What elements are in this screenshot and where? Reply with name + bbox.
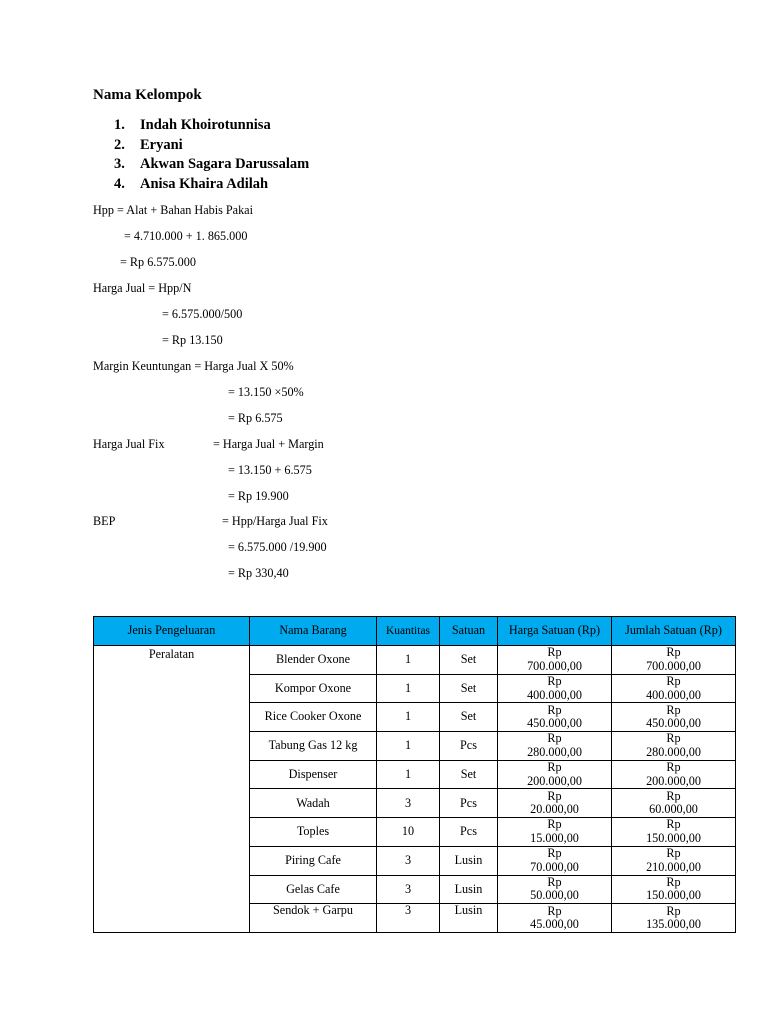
group-title: Nama Kelompok <box>93 87 202 103</box>
list-item: 3. Akwan Sagara Darussalam <box>114 156 310 172</box>
cell-jumlah: Rp 450.000,00 <box>612 703 736 732</box>
cell-harga: Rp 45.000,00 <box>498 904 612 933</box>
cell-qty: 1 <box>377 760 440 789</box>
cell-harga: Rp 70.000,00 <box>498 846 612 875</box>
cell-qty: 1 <box>377 703 440 732</box>
cell-harga: Rp 50.000,00 <box>498 875 612 904</box>
cell-harga: Rp 400.000,00 <box>498 674 612 703</box>
cell-jumlah: Rp 150.000,00 <box>612 818 736 847</box>
harga-jual-fix-result: = Rp 19.900 <box>228 489 289 503</box>
list-item: 1. Indah Khoirotunnisa <box>114 117 271 133</box>
cell-jumlah: Rp 150.000,00 <box>612 875 736 904</box>
cell-nama: Sendok + Garpu <box>250 904 377 933</box>
cell-nama: Wadah <box>250 789 377 818</box>
bep-formula: = Hpp/Harga Jual Fix <box>222 514 328 528</box>
cell-satuan: Pcs <box>440 818 498 847</box>
cell-satuan: Pcs <box>440 732 498 761</box>
cell-harga: Rp 700.000,00 <box>498 646 612 675</box>
bep-division: = 6.575.000 /19.900 <box>228 540 327 554</box>
header-jumlah: Jumlah Satuan (Rp) <box>612 617 736 646</box>
member-name: Indah Khoirotunnisa <box>140 117 271 133</box>
cell-qty: 3 <box>377 904 440 933</box>
cell-harga: Rp 450.000,00 <box>498 703 612 732</box>
category-cell: Peralatan <box>94 646 250 933</box>
cell-qty: 3 <box>377 875 440 904</box>
harga-jual-division: = 6.575.000/500 <box>162 307 243 321</box>
cell-satuan: Set <box>440 674 498 703</box>
cell-jumlah: Rp 400.000,00 <box>612 674 736 703</box>
margin-result: = Rp 6.575 <box>228 411 283 425</box>
cell-nama: Piring Cafe <box>250 846 377 875</box>
cell-nama: Blender Oxone <box>250 646 377 675</box>
cell-nama: Rice Cooker Oxone <box>250 703 377 732</box>
hpp-formula: Hpp = Alat + Bahan Habis Pakai <box>93 203 253 217</box>
cell-qty: 10 <box>377 818 440 847</box>
table-header-row <box>94 617 736 646</box>
cell-satuan: Pcs <box>440 789 498 818</box>
hpp-result: = Rp 6.575.000 <box>120 255 196 269</box>
margin-formula: Margin Keuntungan = Harga Jual X 50% <box>93 359 294 373</box>
harga-jual-fix-label: Harga Jual Fix <box>93 437 165 451</box>
cell-jumlah: Rp 200.000,00 <box>612 760 736 789</box>
header-kuantitas: Kuantitas <box>377 617 440 646</box>
hpp-sum: = 4.710.000 + 1. 865.000 <box>124 229 248 243</box>
list-item: 4. Anisa Khaira Adilah <box>114 175 269 192</box>
cell-harga: Rp 200.000,00 <box>498 760 612 789</box>
cell-harga: Rp 280.000,00 <box>498 732 612 761</box>
header-nama: Nama Barang <box>250 617 377 646</box>
cell-harga: Rp 15.000,00 <box>498 818 612 847</box>
member-list <box>114 116 310 194</box>
cell-satuan: Set <box>440 760 498 789</box>
cell-jumlah: Rp 135.000,00 <box>612 904 736 933</box>
harga-jual-fix-sum: = 13.150 + 6.575 <box>228 463 312 477</box>
header-jenis: Jenis Pengeluaran <box>94 617 250 646</box>
cell-nama: Gelas Cafe <box>250 875 377 904</box>
cell-nama: Dispenser <box>250 760 377 789</box>
cell-jumlah: Rp 60.000,00 <box>612 789 736 818</box>
bep-result: = Rp 330,40 <box>228 566 289 580</box>
cell-qty: 3 <box>377 789 440 818</box>
header-satuan: Satuan <box>440 617 498 646</box>
cell-qty: 1 <box>377 674 440 703</box>
cell-qty: 1 <box>377 732 440 761</box>
cell-jumlah: Rp 210.000,00 <box>612 846 736 875</box>
cell-satuan: Lusin <box>440 846 498 875</box>
list-item: 2. Eryani <box>114 136 183 153</box>
member-name: Akwan Sagara Darussalam <box>140 156 310 172</box>
cell-qty: 3 <box>377 846 440 875</box>
header-harga: Harga Satuan (Rp) <box>498 617 612 646</box>
expense-table <box>93 616 736 933</box>
harga-jual-fix-formula: = Harga Jual + Margin <box>213 437 324 451</box>
harga-jual-formula: Harga Jual = Hpp/N <box>93 281 192 295</box>
cell-satuan: Lusin <box>440 875 498 904</box>
harga-jual-result: = Rp 13.150 <box>162 333 223 347</box>
cell-harga: Rp 20.000,00 <box>498 789 612 818</box>
bep-label: BEP <box>93 514 116 528</box>
cell-nama: Tabung Gas 12 kg <box>250 732 377 761</box>
cell-jumlah: Rp 280.000,00 <box>612 732 736 761</box>
table-row <box>94 646 736 675</box>
cell-qty: 1 <box>377 646 440 675</box>
cell-jumlah: Rp 700.000,00 <box>612 646 736 675</box>
cell-satuan: Set <box>440 703 498 732</box>
cell-satuan: Set <box>440 646 498 675</box>
cell-satuan: Lusin <box>440 904 498 933</box>
member-name: Eryani <box>140 136 183 153</box>
margin-multiply: = 13.150 ×50% <box>228 385 304 399</box>
cell-nama: Toples <box>250 818 377 847</box>
cell-nama: Kompor Oxone <box>250 674 377 703</box>
member-name: Anisa Khaira Adilah <box>140 175 269 192</box>
